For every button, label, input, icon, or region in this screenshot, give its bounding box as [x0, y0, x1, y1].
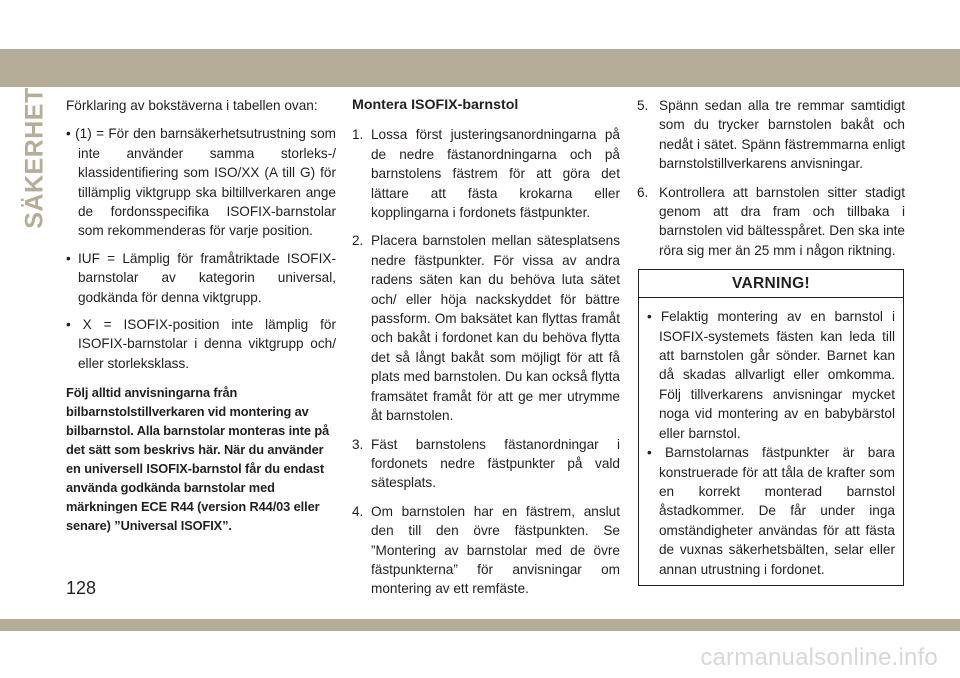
step-text: Spänn sedan alla tre remmar samtidigt som du trycker barnstolen bakåt och nedåt i sätet. Spänn fästremmarna enligt barnstolstillverkarens anvisningar.: [659, 98, 905, 172]
legend-item: • (1) = För den barnsäkerhetsutrustning som inte använder samma storleks-/ klassidentifiering som ISO/XX (A till G) för tillämplig viktgrupp ska biltillverkaren ange de fordonsspecifika ISOFIX-barnstolar som rekommenderas för varje position.: [66, 126, 336, 239]
column-right: [637, 96, 905, 586]
step-text: Lossa först justeringsanordningarna på de nedre fästanordningarna och på barnstolens fästrem för att göra det lättare att fästa krokarna eller kopplingarna i fordonets fästpunkter.: [371, 127, 620, 221]
step-number: 2.: [352, 233, 364, 249]
section-tab: [20, 87, 49, 229]
step-number: 5.: [637, 98, 649, 113]
step-3: [352, 435, 620, 493]
warning-box: [638, 269, 904, 586]
step-number: 3.: [352, 436, 364, 452]
step-text: Placera barnstolen mellan sätesplatsens nedre fästpunkter. För vissa av andra radens säten kan du behöva luta sätet och/ eller höja nackskyddet för bättre passform. Om baksätet kan flyttas framåt och bakåt i fordonet kan du behöva flytta det så långt bakåt som möjligt för att få plats med barnstolen. Du kan också flytta framsätet framåt för att ge mer utrymme åt barnstolen.: [371, 233, 620, 424]
legend-item: • X = ISOFIX-position inte lämplig för ISOFIX-barnstolar i denna viktgrupp och/ eller storleksklass.: [66, 317, 336, 371]
warning-item: • Barnstolarnas fästpunkter är bara konstruerade för att tåla de krafter som en korrekt monterad barnstol åstadkommer. De får under inga omständigheter användas för att fästa de vuxnas säkerhetsbälten, selar eller annan utrustning i fordonet.: [647, 445, 895, 577]
step-text: Om barnstolen har en fästrem, anslut den till den övre fästpunkten. Se ”Montering av barnstolar med de övre fästpunkterna” för anvisningar om montering av ett remfäste.: [371, 503, 620, 597]
step-5: [637, 96, 905, 174]
important-note: Följ alltid anvisningarna från bilbarnstolstillverkaren vid montering av bilbarnstol. Alla barnstolar monteras inte på det sätt som beskrivs här. När du använder en universell ISOFIX-barnstol får du endast använda godkända barnstolar med märkningen ECE R44 (version R44/03 eller senare) ”Universal ISOFIX”.: [66, 385, 330, 534]
top-decorative-band: [0, 49, 960, 87]
column-middle: [352, 96, 620, 608]
warning-title: VARNING!: [639, 270, 903, 298]
bottom-decorative-band: [0, 619, 960, 631]
legend-intro: Förklaring av bokstäverna i tabellen ovan:: [66, 98, 318, 113]
column-left: [66, 96, 336, 535]
step-text: Kontrollera att barnstolen sitter stadigt genom att dra fram och tillbaka i barnstolen vid bältesspåret. Den ska inte röra sig mer än 25 mm i någon riktning.: [659, 184, 905, 258]
step-1: [352, 125, 620, 222]
warning-item: • Felaktig montering av en barnstol i ISOFIX-systemets fästen kan leda till att barnstolen går sönder. Barnet kan då skadas allvarligt eller omkomma. Följ tillverkarens anvisningar mycket noga vid montering av en babybärstol eller barnstol.: [647, 309, 895, 441]
step-number: 1.: [352, 127, 364, 143]
step-number: 4.: [352, 503, 364, 519]
watermark-text: carmanualsonline.info: [700, 644, 938, 671]
step-6: [637, 183, 905, 261]
page-number: 128: [66, 578, 97, 598]
section-heading: Montera ISOFIX-barnstol: [352, 97, 519, 113]
section-tab-label: SÄKERHET: [20, 87, 49, 229]
warning-body: [639, 298, 903, 579]
step-text: Fäst barnstolens fästanordningar i fordonets nedre fästpunkter på vald sätesplats.: [371, 436, 620, 491]
step-2: [352, 231, 620, 425]
legend-item: • IUF = Lämplig för framåtriktade ISOFIX-barnstolar av kategorin universal, godkända för denna viktgrupp.: [66, 250, 336, 305]
step-4: [352, 502, 620, 599]
step-number: 6.: [637, 184, 649, 200]
